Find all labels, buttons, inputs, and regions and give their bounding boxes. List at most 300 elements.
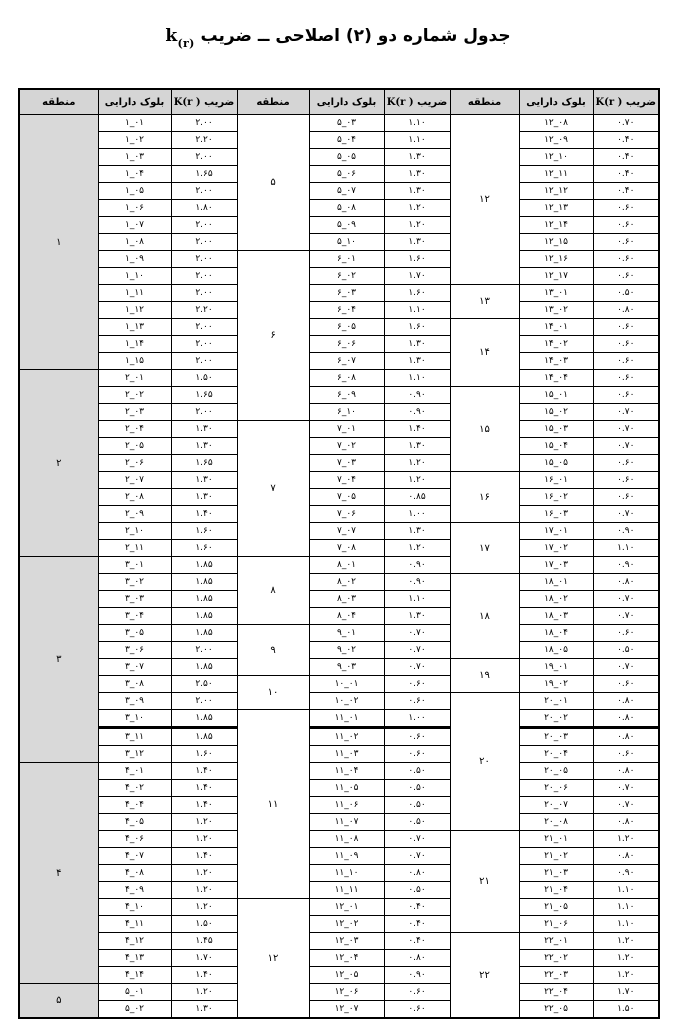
coef-cell: ۲.۲۰ <box>171 132 237 149</box>
region-cell: ۳ <box>19 557 98 763</box>
block-cell: ۲۱_۰۲ <box>519 848 593 865</box>
table-row <box>19 540 659 557</box>
coef-cell: ۰.۶۰ <box>593 217 659 234</box>
block-cell: ۱۲_۰۹ <box>519 132 593 149</box>
coef-cell: ۰.۶۰ <box>593 234 659 251</box>
coef-cell: ۰.۶۰ <box>384 746 450 763</box>
block-cell: ۴_۰۱ <box>98 763 171 780</box>
block-cell: ۱۲_۰۷ <box>309 1001 384 1019</box>
block-cell: ۴_۱۴ <box>98 967 171 984</box>
coef-cell: ۲.۵۰ <box>171 676 237 693</box>
coef-cell: ۱.۷۰ <box>384 268 450 285</box>
block-cell: ۲۲_۰۳ <box>519 967 593 984</box>
coef-cell: ۰.۷۰ <box>593 115 659 132</box>
block-cell: ۱۵_۰۵ <box>519 455 593 472</box>
block-cell: ۱۳_۰۲ <box>519 302 593 319</box>
block-cell: ۱۵_۰۳ <box>519 421 593 438</box>
coef-cell: ۰.۸۰ <box>593 728 659 746</box>
coef-cell: ۱.۶۰ <box>171 523 237 540</box>
coef-cell: ۰.۹۰ <box>384 404 450 421</box>
header-block-1: بلوک دارایی <box>98 89 171 115</box>
block-cell: ۲_۰۳ <box>98 404 171 421</box>
block-cell: ۵_۰۴ <box>309 132 384 149</box>
coef-cell: ۰.۵۰ <box>384 780 450 797</box>
region-cell: ۱۰ <box>237 676 309 710</box>
coef-cell: ۰.۶۰ <box>384 728 450 746</box>
block-cell: ۵_۰۵ <box>309 149 384 166</box>
coef-cell: ۲.۰۰ <box>171 149 237 166</box>
coef-cell: ۲.۰۰ <box>171 115 237 132</box>
block-cell: ۴_۱۲ <box>98 933 171 950</box>
page-title-text: جدول شماره دو (۲) اصلاحی ــ ضریب <box>200 26 511 46</box>
block-cell: ۳_۰۷ <box>98 659 171 676</box>
block-cell: ۱_۰۹ <box>98 251 171 268</box>
block-cell: ۴_۰۲ <box>98 780 171 797</box>
coef-cell: ۰.۴۰ <box>384 933 450 950</box>
coef-cell: ۰.۴۰ <box>593 183 659 200</box>
block-cell: ۲۰_۰۶ <box>519 780 593 797</box>
coef-cell: ۱.۲۰ <box>384 217 450 234</box>
block-cell: ۴_۰۸ <box>98 865 171 882</box>
block-cell: ۹_۰۲ <box>309 642 384 659</box>
block-cell: ۱۵_۰۱ <box>519 387 593 404</box>
coef-cell: ۱.۱۰ <box>593 540 659 557</box>
block-cell: ۵_۰۹ <box>309 217 384 234</box>
table-row <box>19 183 659 200</box>
table-row <box>19 438 659 455</box>
block-cell: ۳_۰۹ <box>98 693 171 710</box>
block-cell: ۲_۰۷ <box>98 472 171 489</box>
table-row <box>19 149 659 166</box>
table-row <box>19 763 659 780</box>
table-row <box>19 455 659 472</box>
block-cell: ۱_۰۸ <box>98 234 171 251</box>
block-cell: ۱۱_۰۹ <box>309 848 384 865</box>
block-cell: ۲_۰۸ <box>98 489 171 506</box>
region-cell: ۲۲ <box>450 933 519 1019</box>
coef-cell: ۲.۰۰ <box>171 319 237 336</box>
block-cell: ۸_۰۴ <box>309 608 384 625</box>
coef-cell: ۰.۹۰ <box>593 523 659 540</box>
block-cell: ۱۱_۰۲ <box>309 728 384 746</box>
block-cell: ۲_۰۹ <box>98 506 171 523</box>
block-cell: ۲۱_۰۶ <box>519 916 593 933</box>
block-cell: ۱۲_۰۴ <box>309 950 384 967</box>
coef-cell: ۱.۳۰ <box>384 438 450 455</box>
block-cell: ۲_۰۲ <box>98 387 171 404</box>
coef-cell: ۱.۸۵ <box>171 710 237 728</box>
coef-cell: ۱.۵۰ <box>593 1001 659 1019</box>
block-cell: ۱۸_۰۵ <box>519 642 593 659</box>
table-row <box>19 166 659 183</box>
block-cell: ۱_۱۱ <box>98 285 171 302</box>
block-cell: ۱۹_۰۲ <box>519 676 593 693</box>
table-row <box>19 506 659 523</box>
table-row <box>19 882 659 899</box>
coef-cell: ۱.۷۰ <box>593 984 659 1001</box>
block-cell: ۲_۰۱ <box>98 370 171 387</box>
coef-cell: ۱.۲۰ <box>593 950 659 967</box>
coef-cell: ۱.۴۰ <box>171 967 237 984</box>
coef-cell: ۰.۴۰ <box>384 899 450 916</box>
coef-cell: ۱.۱۰ <box>384 370 450 387</box>
block-cell: ۱۸_۰۴ <box>519 625 593 642</box>
block-cell: ۳_۰۲ <box>98 574 171 591</box>
region-cell: ۷ <box>237 421 309 557</box>
region-cell: ۱۳ <box>450 285 519 319</box>
block-cell: ۲۰_۰۵ <box>519 763 593 780</box>
table-row <box>19 370 659 387</box>
region-cell: ۵ <box>237 115 309 251</box>
coef-cell: ۱.۲۰ <box>384 455 450 472</box>
block-cell: ۵_۰۷ <box>309 183 384 200</box>
table-row <box>19 608 659 625</box>
table-row <box>19 676 659 693</box>
coef-cell: ۱.۳۰ <box>171 438 237 455</box>
coef-cell: ۱.۲۰ <box>384 200 450 217</box>
coef-cell: ۰.۶۰ <box>593 455 659 472</box>
block-cell: ۱۸_۰۲ <box>519 591 593 608</box>
table-row <box>19 848 659 865</box>
block-cell: ۷_۰۱ <box>309 421 384 438</box>
block-cell: ۴_۰۹ <box>98 882 171 899</box>
region-cell: ۱۸ <box>450 574 519 659</box>
block-cell: ۱۲_۰۵ <box>309 967 384 984</box>
coef-cell: ۱.۶۰ <box>171 540 237 557</box>
block-cell: ۱_۱۲ <box>98 302 171 319</box>
coef-cell: ۰.۹۰ <box>384 557 450 574</box>
block-cell: ۱۲_۱۴ <box>519 217 593 234</box>
coef-cell: ۰.۷۰ <box>384 848 450 865</box>
coef-cell: ۰.۵۰ <box>384 797 450 814</box>
coef-cell: ۲.۰۰ <box>171 404 237 421</box>
block-cell: ۷_۰۸ <box>309 540 384 557</box>
table-row <box>19 659 659 676</box>
region-cell: ۹ <box>237 625 309 676</box>
coef-cell: ۱.۸۵ <box>171 608 237 625</box>
block-cell: ۹_۰۱ <box>309 625 384 642</box>
coef-cell: ۱.۸۵ <box>171 591 237 608</box>
header-coef-1: ضریب K(r ) <box>171 89 237 115</box>
block-cell: ۲۱_۰۵ <box>519 899 593 916</box>
coef-cell: ۱.۶۵ <box>171 166 237 183</box>
coef-cell: ۲.۰۰ <box>171 285 237 302</box>
region-cell: ۱۲ <box>450 115 519 285</box>
coef-cell: ۰.۷۰ <box>593 659 659 676</box>
coef-cell: ۰.۵۰ <box>593 642 659 659</box>
block-cell: ۱۱_۰۴ <box>309 763 384 780</box>
coef-cell: ۰.۹۰ <box>384 574 450 591</box>
coef-cell: ۱.۳۰ <box>384 183 450 200</box>
coef-cell: ۰.۵۰ <box>384 763 450 780</box>
region-cell: ۱۴ <box>450 319 519 387</box>
table-row <box>19 865 659 882</box>
table-row <box>19 302 659 319</box>
block-cell: ۲۱_۰۱ <box>519 831 593 848</box>
coef-cell: ۰.۴۰ <box>593 132 659 149</box>
table-row <box>19 728 659 746</box>
block-cell: ۱۰_۰۲ <box>309 693 384 710</box>
block-cell: ۱۱_۰۵ <box>309 780 384 797</box>
table-row <box>19 387 659 404</box>
block-cell: ۶_۱۰ <box>309 404 384 421</box>
coef-cell: ۰.۷۰ <box>593 797 659 814</box>
coef-cell: ۰.۶۰ <box>593 387 659 404</box>
block-cell: ۸_۰۲ <box>309 574 384 591</box>
coef-cell: ۰.۶۰ <box>593 489 659 506</box>
block-cell: ۶_۰۸ <box>309 370 384 387</box>
table-row <box>19 797 659 814</box>
block-cell: ۴_۰۴ <box>98 797 171 814</box>
table-row <box>19 642 659 659</box>
block-cell: ۲۲_۰۵ <box>519 1001 593 1019</box>
header-block-2: بلوک دارایی <box>309 89 384 115</box>
block-cell: ۸_۰۱ <box>309 557 384 574</box>
coef-cell: ۱.۳۰ <box>384 149 450 166</box>
block-cell: ۱۰_۰۱ <box>309 676 384 693</box>
coef-cell: ۰.۸۰ <box>593 763 659 780</box>
table-row <box>19 557 659 574</box>
block-cell: ۱_۰۳ <box>98 149 171 166</box>
region-cell: ۲۱ <box>450 831 519 933</box>
coef-cell: ۱.۴۰ <box>171 780 237 797</box>
block-cell: ۲۱_۰۳ <box>519 865 593 882</box>
block-cell: ۱۳_۰۱ <box>519 285 593 302</box>
block-cell: ۶_۰۳ <box>309 285 384 302</box>
coef-cell: ۱.۲۰ <box>171 831 237 848</box>
block-cell: ۷_۰۶ <box>309 506 384 523</box>
block-cell: ۲۲_۰۴ <box>519 984 593 1001</box>
coef-cell: ۱.۸۵ <box>171 557 237 574</box>
block-cell: ۶_۰۹ <box>309 387 384 404</box>
coef-cell: ۰.۵۰ <box>384 814 450 831</box>
coef-cell: ۰.۷۰ <box>593 608 659 625</box>
table-row <box>19 234 659 251</box>
coef-cell: ۲.۲۰ <box>171 302 237 319</box>
block-cell: ۴_۰۶ <box>98 831 171 848</box>
coef-cell: ۰.۷۰ <box>384 659 450 676</box>
header-region-1: منطقه <box>19 89 98 115</box>
block-cell: ۵_۰۲ <box>98 1001 171 1019</box>
table-row <box>19 693 659 710</box>
coef-cell: ۰.۶۰ <box>593 336 659 353</box>
block-cell: ۶_۰۲ <box>309 268 384 285</box>
block-cell: ۱۱_۱۱ <box>309 882 384 899</box>
coef-cell: ۱.۸۵ <box>171 625 237 642</box>
coef-cell: ۱.۰۰ <box>384 506 450 523</box>
table-row <box>19 814 659 831</box>
coef-cell: ۱.۱۰ <box>593 882 659 899</box>
block-cell: ۶_۰۵ <box>309 319 384 336</box>
coef-cell: ۰.۶۰ <box>593 251 659 268</box>
block-cell: ۱۲_۱۵ <box>519 234 593 251</box>
coef-cell: ۰.۶۰ <box>593 746 659 763</box>
table-row <box>19 268 659 285</box>
coef-cell: ۰.۵۰ <box>593 285 659 302</box>
block-cell: ۲۰_۰۸ <box>519 814 593 831</box>
block-cell: ۱۹_۰۱ <box>519 659 593 676</box>
coef-cell: ۲.۰۰ <box>171 251 237 268</box>
block-cell: ۳_۰۵ <box>98 625 171 642</box>
coef-cell: ۲.۰۰ <box>171 336 237 353</box>
block-cell: ۲۰_۰۱ <box>519 693 593 710</box>
block-cell: ۹_۰۳ <box>309 659 384 676</box>
block-cell: ۳_۰۳ <box>98 591 171 608</box>
coef-cell: ۱.۳۰ <box>384 608 450 625</box>
coef-cell: ۱.۱۰ <box>593 899 659 916</box>
block-cell: ۲۰_۰۷ <box>519 797 593 814</box>
coef-cell: ۱.۵۰ <box>171 370 237 387</box>
coef-cell: ۰.۸۰ <box>593 814 659 831</box>
table-row <box>19 353 659 370</box>
block-cell: ۷_۰۷ <box>309 523 384 540</box>
coef-cell: ۰.۷۰ <box>384 831 450 848</box>
coef-cell: ۰.۸۰ <box>593 574 659 591</box>
region-cell: ۱۱ <box>237 710 309 899</box>
block-cell: ۲_۰۴ <box>98 421 171 438</box>
coef-cell: ۱.۸۵ <box>171 574 237 591</box>
coef-cell: ۱.۴۰ <box>171 848 237 865</box>
block-cell: ۳_۰۴ <box>98 608 171 625</box>
coef-cell: ۰.۶۰ <box>593 676 659 693</box>
block-cell: ۶_۰۴ <box>309 302 384 319</box>
table-row <box>19 710 659 728</box>
block-cell: ۳_۰۸ <box>98 676 171 693</box>
coef-cell: ۰.۷۰ <box>593 780 659 797</box>
coef-cell: ۰.۸۰ <box>384 865 450 882</box>
region-cell: ۱۷ <box>450 523 519 574</box>
block-cell: ۱۵_۰۴ <box>519 438 593 455</box>
table-body <box>19 115 659 1019</box>
coef-cell: ۰.۶۰ <box>384 676 450 693</box>
block-cell: ۲۱_۰۴ <box>519 882 593 899</box>
coef-cell: ۱.۳۰ <box>171 421 237 438</box>
coef-cell: ۰.۹۰ <box>384 967 450 984</box>
block-cell: ۶_۰۱ <box>309 251 384 268</box>
table-row <box>19 404 659 421</box>
block-cell: ۱_۱۰ <box>98 268 171 285</box>
header-block-3: بلوک دارایی <box>519 89 593 115</box>
block-cell: ۴_۱۳ <box>98 950 171 967</box>
coef-cell: ۱.۳۰ <box>384 523 450 540</box>
coef-cell: ۱.۸۵ <box>171 659 237 676</box>
coef-cell: ۱.۱۰ <box>593 916 659 933</box>
coef-cell: ۱.۳۰ <box>384 166 450 183</box>
block-cell: ۱۴_۰۴ <box>519 370 593 387</box>
coef-cell: ۰.۸۵ <box>384 489 450 506</box>
table-row <box>19 984 659 1001</box>
coef-cell: ۱.۲۰ <box>384 540 450 557</box>
block-cell: ۱۲_۰۱ <box>309 899 384 916</box>
block-cell: ۵_۰۳ <box>309 115 384 132</box>
block-cell: ۱_۰۵ <box>98 183 171 200</box>
block-cell: ۷_۰۴ <box>309 472 384 489</box>
coef-cell: ۰.۶۰ <box>593 268 659 285</box>
block-cell: ۳_۱۰ <box>98 710 171 728</box>
table-row <box>19 625 659 642</box>
block-cell: ۱۲_۰۶ <box>309 984 384 1001</box>
coef-cell: ۰.۶۰ <box>593 353 659 370</box>
coef-cell: ۱.۸۰ <box>171 200 237 217</box>
block-cell: ۱۲_۱۷ <box>519 268 593 285</box>
table-row <box>19 899 659 916</box>
coef-cell: ۰.۹۰ <box>384 387 450 404</box>
coef-cell: ۱.۳۰ <box>384 234 450 251</box>
block-cell: ۱_۰۱ <box>98 115 171 132</box>
block-cell: ۱۲_۰۳ <box>309 933 384 950</box>
block-cell: ۱_۰۲ <box>98 132 171 149</box>
block-cell: ۱۱_۰۸ <box>309 831 384 848</box>
coef-cell: ۰.۸۰ <box>384 950 450 967</box>
block-cell: ۷_۰۵ <box>309 489 384 506</box>
coef-cell: ۰.۶۰ <box>593 472 659 489</box>
block-cell: ۵_۰۶ <box>309 166 384 183</box>
region-cell: ۸ <box>237 557 309 625</box>
coef-cell: ۰.۸۰ <box>593 710 659 728</box>
page-title <box>0 26 676 51</box>
block-cell: ۱۴_۰۲ <box>519 336 593 353</box>
table-row <box>19 115 659 132</box>
table-row <box>19 831 659 848</box>
table-row <box>19 217 659 234</box>
block-cell: ۱۷_۰۲ <box>519 540 593 557</box>
block-cell: ۳_۱۱ <box>98 728 171 746</box>
block-cell: ۷_۰۳ <box>309 455 384 472</box>
region-cell: ۲۰ <box>450 693 519 831</box>
coef-cell: ۱.۰۰ <box>384 710 450 728</box>
header-coef-3: ضریب K(r ) <box>593 89 659 115</box>
block-cell: ۳_۱۲ <box>98 746 171 763</box>
coef-cell: ۱.۶۰ <box>384 251 450 268</box>
block-cell: ۱۲_۱۲ <box>519 183 593 200</box>
coef-cell: ۰.۴۰ <box>593 149 659 166</box>
block-cell: ۴_۰۷ <box>98 848 171 865</box>
coef-cell: ۰.۸۰ <box>593 302 659 319</box>
table-row <box>19 916 659 933</box>
coef-cell: ۰.۵۰ <box>384 882 450 899</box>
region-cell: ۱۵ <box>450 387 519 472</box>
header-coef-2: ضریب K(r ) <box>384 89 450 115</box>
table-row <box>19 1001 659 1019</box>
region-cell: ۱۶ <box>450 472 519 523</box>
block-cell: ۲۲_۰۲ <box>519 950 593 967</box>
block-cell: ۳_۰۱ <box>98 557 171 574</box>
coef-cell: ۰.۷۰ <box>593 591 659 608</box>
coef-cell: ۲.۰۰ <box>171 693 237 710</box>
block-cell: ۱۱_۰۱ <box>309 710 384 728</box>
table-row <box>19 200 659 217</box>
coef-cell: ۱.۴۰ <box>171 797 237 814</box>
coef-cell: ۱.۲۰ <box>171 865 237 882</box>
block-cell: ۱۲_۱۶ <box>519 251 593 268</box>
table-row <box>19 285 659 302</box>
coef-cell: ۱.۲۰ <box>384 472 450 489</box>
block-cell: ۲_۱۰ <box>98 523 171 540</box>
region-cell: ۶ <box>237 251 309 421</box>
coef-cell: ۰.۹۰ <box>593 865 659 882</box>
coef-cell: ۰.۶۰ <box>593 370 659 387</box>
coef-cell: ۱.۳۰ <box>171 489 237 506</box>
coef-cell: ۰.۷۰ <box>384 625 450 642</box>
block-cell: ۱_۰۶ <box>98 200 171 217</box>
block-cell: ۴_۰۵ <box>98 814 171 831</box>
coef-cell: ۰.۹۰ <box>593 557 659 574</box>
table-row <box>19 574 659 591</box>
coef-cell: ۱.۶۰ <box>384 285 450 302</box>
coef-cell: ۰.۶۰ <box>593 319 659 336</box>
coef-cell: ۲.۰۰ <box>171 642 237 659</box>
table-row <box>19 591 659 608</box>
